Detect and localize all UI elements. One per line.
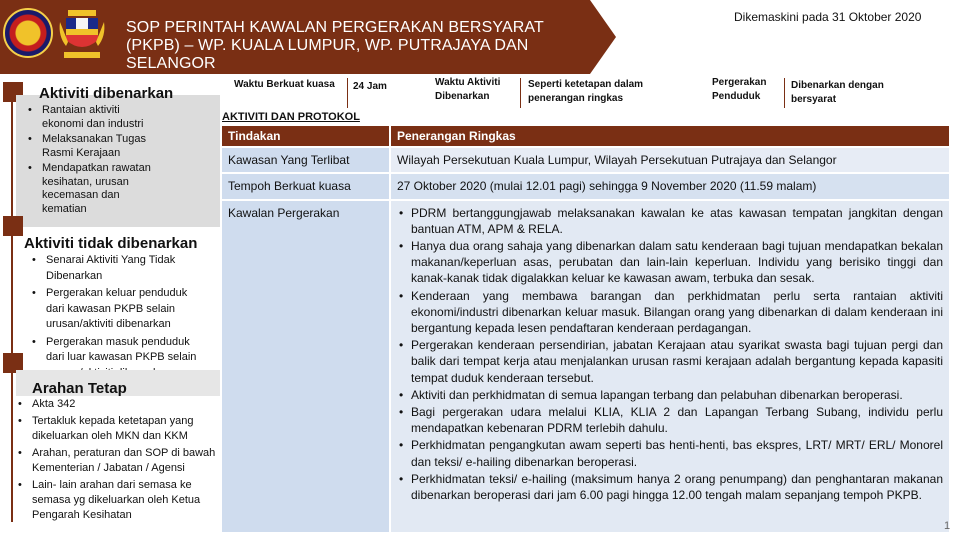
list-item: • Perkhidmatan teksi/ e-hailing (maksimum hanya 2 orang penumpang) dan penghantaran makanan dibenarkan beroperasi dari jam 6.00 pagi hingga 12.00 tengah malam sepanjang tempoh PKPB. <box>397 471 943 503</box>
not-allowed-heading: Aktiviti tidak dibenarkan <box>24 235 198 252</box>
list-item: • Tertakluk kepada ketetapan yang dikeluarkan oleh MKN dan KKM <box>14 414 220 444</box>
sidebar-timeline <box>11 82 13 522</box>
waktu-berkuat-kuasa-label: Waktu Berkuat kuasa <box>234 79 335 90</box>
table-cell: Kawasan Yang Terlibat <box>222 147 390 173</box>
pergerakan-penduduk-value: Dibenarkan dengan bersyarat <box>791 80 884 105</box>
title-line-2: (PKPB) – WP. KUALA LUMPUR, WP. PUTRAJAYA DAN <box>126 37 529 54</box>
section-marker <box>3 216 23 236</box>
pdrm-logo-icon <box>3 8 53 58</box>
table-row <box>222 173 950 199</box>
summary-divider <box>520 78 521 108</box>
directive-heading: Arahan Tetap <box>32 380 127 397</box>
waktu-berkuat-kuasa-value: 24 Jam <box>353 81 387 92</box>
table-cell <box>390 200 950 532</box>
list-item: • Pergerakan kenderaan persendirian, jabatan Kerajaan atau syarikat swasta bagi tujuan pergi dan balik dari tempat kerja atau menjalankan urusan rasmi kerajaan adalah bergantung kepada kapasiti tempat duduk kenderaan tersebut. <box>397 337 943 386</box>
page-number: 1 <box>944 520 951 532</box>
directive-list <box>14 397 220 525</box>
section-title: AKTIVITI DAN PROTOKOL <box>222 111 360 123</box>
column-header: Tindakan <box>222 126 390 147</box>
table-row <box>222 200 950 532</box>
list-item: • Perkhidmatan pengangkutan awam seperti bas henti-henti, bas ekspres, LRT/ MRT/ ERL/ Monorel dan teksi/ e-hailing dibenarkan beroperasi. <box>397 437 943 469</box>
updated-date: Dikemaskini pada 31 Oktober 2020 <box>734 10 922 24</box>
list-item: • Rantaian aktiviti ekonomi dan industri <box>24 104 164 131</box>
allowed-heading: Aktiviti dibenarkan <box>39 85 174 102</box>
list-item: • Arahan, peraturan dan SOP di bawah Kementerian / Jabatan / Agensi <box>14 446 220 476</box>
list-item: • Lain- lain arahan dari semasa ke semasa yg dikeluarkan oleh Ketua Pengarah Kesihatan <box>14 478 220 523</box>
table-row <box>222 147 950 173</box>
table-cell: Wilayah Persekutuan Kuala Lumpur, Wilayah Persekutuan Putrajaya dan Selangor <box>390 147 950 173</box>
pergerakan-penduduk-label: Pergerakan Penduduk <box>712 77 767 102</box>
list-item: • Kenderaan yang membawa barangan dan perkhidmatan perlu serta rantaian aktiviti ekonomi/industri dibenarkan keluar masuk. Bilangan orang yang dibenarkan di dalam kenderaan ini bergantung kepada lesen pendaftaran kenderaan perdagangan. <box>397 288 943 337</box>
table-header-row <box>222 126 950 147</box>
list-item: • Pergerakan keluar penduduk dari kawasan PKPB selain urusan/aktiviti dibenarkan <box>28 286 204 333</box>
waktu-aktiviti-label: Waktu Aktiviti Dibenarkan <box>435 77 501 102</box>
list-item: • Senarai Aktiviti Yang Tidak Dibenarkan <box>28 253 204 284</box>
list-item: • Bagi pergerakan udara melalui KLIA, KLIA 2 dan Lapangan Terbang Subang, individu perlu mendapatkan kebenaran PDRM terlebih dahulu. <box>397 404 943 436</box>
list-item: • Aktiviti dan perkhidmatan di semua lapangan terbang dan pelabuhan dibenarkan beroperasi. <box>397 387 943 403</box>
column-header: Penerangan Ringkas <box>390 126 950 147</box>
protocol-table <box>222 126 951 532</box>
table-cell: 27 Oktober 2020 (mulai 12.01 pagi) sehingga 9 November 2020 (11.59 malam) <box>390 173 950 199</box>
allowed-list <box>24 104 164 218</box>
page-title <box>126 19 566 73</box>
summary-divider <box>347 78 348 108</box>
table-cell: Kawalan Pergerakan <box>222 200 390 532</box>
jata-negara-icon <box>58 6 106 62</box>
summary-divider <box>784 78 785 108</box>
list-item: • Mendapatkan rawatan kesihatan, urusan kecemasan dan kematian <box>24 162 164 216</box>
list-item: • Melaksanakan Tugas Rasmi Kerajaan <box>24 133 164 160</box>
list-item: • PDRM bertanggungjawab melaksanakan kawalan ke atas kawasan tempatan jangkitan dengan bantuan ATM, APM & RELA. <box>397 205 943 237</box>
title-line-1: SOP PERINTAH KAWALAN PERGERAKAN BERSYARAT <box>126 19 544 36</box>
table-cell: Tempoh Berkuat kuasa <box>222 173 390 199</box>
list-item: • Akta 342 <box>14 397 220 412</box>
title-line-3: SELANGOR <box>126 55 216 72</box>
waktu-aktiviti-value: Seperti ketetapan dalam penerangan ringkas <box>528 79 644 104</box>
not-allowed-list <box>28 253 204 383</box>
control-list <box>397 205 943 504</box>
list-item: • Pergerakan masuk penduduk dari luar kawasan PKPB selain <box>28 335 204 382</box>
list-item: • Hanya dua orang sahaja yang dibenarkan dalam satu kenderaan bagi tujuan mendapatkan bekalan makanan/keperluan asas, perubatan dan lain-lain keperluan. Individu yang berisiko tinggi dan kanak-kanak tidak digalakkan keluar ke kawasan awam, terbuka dan sesak. <box>397 238 943 287</box>
